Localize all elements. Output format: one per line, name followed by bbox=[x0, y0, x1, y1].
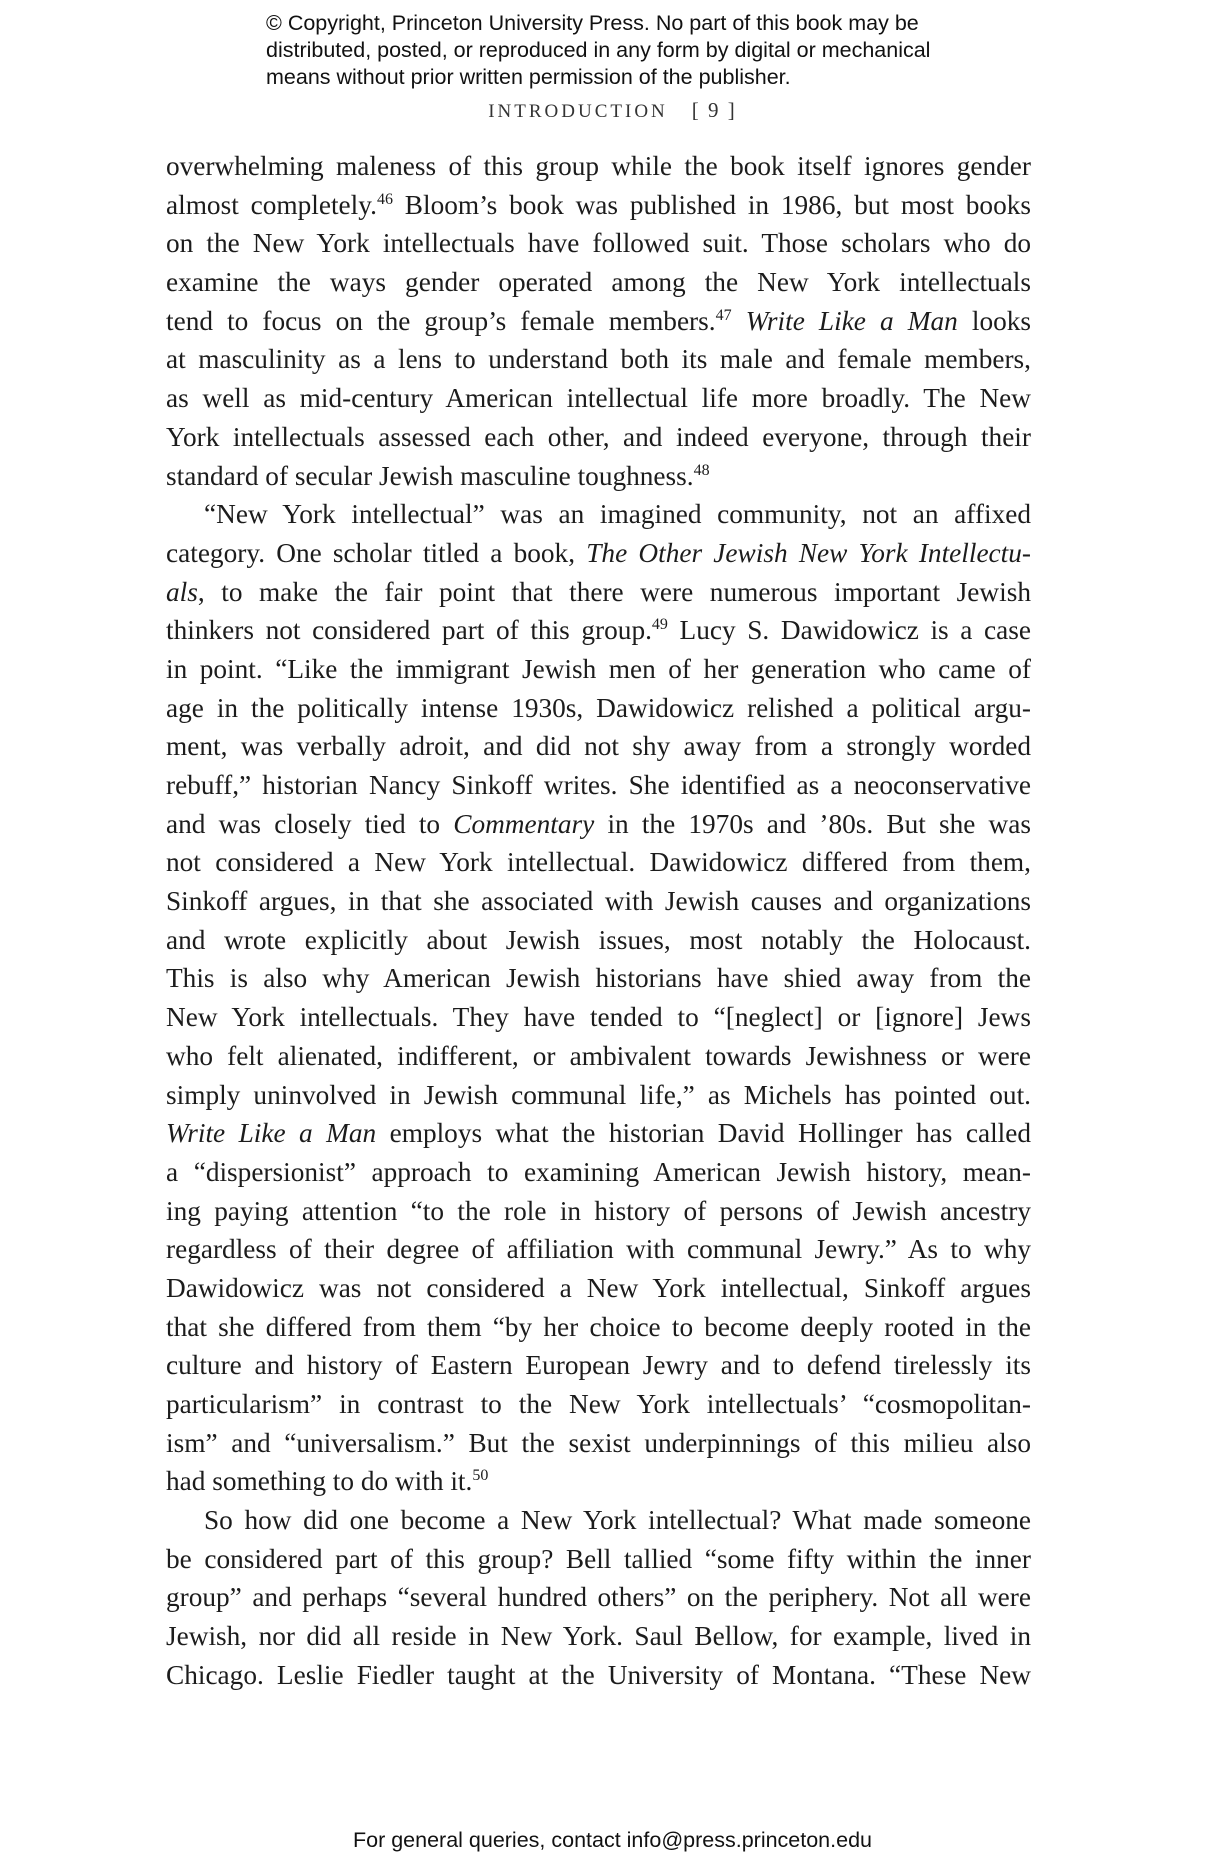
text-line bbox=[166, 1617, 1031, 1656]
text-run: standard of secular Jewish masculine toughness. bbox=[166, 460, 694, 491]
text-run: who felt alienated, indifferent, or ambivalent towards Jewishness or were bbox=[166, 1040, 1031, 1071]
text-line bbox=[166, 418, 1031, 457]
text-run: Dawidowicz was not considered a New York intellectual, Sinkoff argues bbox=[166, 1272, 1031, 1303]
footnote-ref[interactable]: 48 bbox=[693, 461, 710, 479]
text-run: group” and perhaps “several hundred others” on the periphery. Not all were bbox=[166, 1582, 1031, 1613]
text-run: rebuff,” historian Nancy Sinkoff writes. She identified as a neoconservative bbox=[166, 770, 1031, 800]
text-run: thinkers not considered part of this group. bbox=[166, 615, 652, 646]
text-line bbox=[166, 882, 1031, 921]
text-run: So how did one become a New York intellectual? What made someone bbox=[204, 1505, 1031, 1536]
text-line bbox=[166, 1037, 1031, 1076]
footnote-ref[interactable]: 46 bbox=[376, 190, 393, 208]
text-line bbox=[166, 379, 1031, 418]
text-run: Bloom’s book was published in 1986, but most books bbox=[392, 189, 1031, 220]
text-line bbox=[166, 573, 1031, 612]
text-run: on the New York intellectuals have followed suit. Those scholars who do bbox=[166, 228, 1031, 259]
text-line bbox=[166, 1346, 1031, 1385]
text-run: looks bbox=[957, 305, 1032, 336]
copyright-line: means without prior written permission of the publisher. bbox=[266, 65, 791, 89]
italic-title: The Other Jewish New York Intellectu- bbox=[586, 537, 1031, 568]
footnote-ref[interactable]: 49 bbox=[651, 616, 668, 634]
text-line bbox=[166, 147, 1031, 186]
text-run: Jewish, nor did all reside in New York. Saul Bellow, for example, lived in bbox=[166, 1621, 1031, 1652]
text-line bbox=[166, 766, 1031, 805]
text-line bbox=[166, 611, 1031, 650]
text-line bbox=[166, 998, 1031, 1037]
text-run: overwhelming maleness of this group while the book itself ignores gender bbox=[166, 151, 1031, 181]
text-run: be considered part of this group? Bell tallied “some fifty within the inner bbox=[166, 1543, 1031, 1574]
footnote-ref[interactable]: 47 bbox=[715, 306, 732, 324]
text-run: examine the ways gender operated among the New York intellectuals bbox=[166, 267, 1031, 298]
text-line bbox=[166, 1230, 1031, 1269]
text-line bbox=[166, 1501, 1031, 1540]
section-title: INTRODUCTION bbox=[488, 101, 668, 122]
text-line bbox=[166, 959, 1031, 998]
text-run: at masculinity as a lens to understand both its male and female members, bbox=[166, 344, 1031, 375]
text-line bbox=[166, 1308, 1031, 1347]
text-line bbox=[166, 224, 1031, 263]
text-run bbox=[732, 306, 746, 336]
text-line bbox=[166, 302, 1031, 341]
text-line bbox=[166, 1578, 1031, 1617]
text-line bbox=[166, 186, 1031, 225]
text-run: had something to do with it. bbox=[166, 1466, 473, 1497]
text-line bbox=[166, 689, 1031, 728]
text-line bbox=[166, 1114, 1031, 1153]
text-line bbox=[166, 1656, 1031, 1695]
text-run: Sinkoff argues, in that she associated with Jewish causes and organizations bbox=[166, 886, 1031, 917]
text-run: New York intellectuals. They have tended to “[neglect] or [ignore] Jews bbox=[166, 1002, 1031, 1033]
text-run: that she differed from them “by her choice to become deeply rooted in the bbox=[166, 1311, 1031, 1342]
text-line bbox=[166, 457, 1031, 496]
italic-title: Write Like a Man bbox=[166, 1118, 377, 1149]
text-line bbox=[166, 1269, 1031, 1308]
text-line bbox=[166, 805, 1031, 844]
text-line bbox=[166, 1540, 1031, 1579]
text-run: age in the politically intense 1930s, Dawidowicz relished a political argu- bbox=[166, 692, 1031, 723]
copyright-line: distributed, posted, or reproduced in any form by digital or mechanical bbox=[266, 38, 931, 62]
body-text bbox=[166, 147, 1031, 1695]
copyright-notice bbox=[266, 10, 1026, 91]
text-line bbox=[166, 843, 1031, 882]
text-line bbox=[166, 1192, 1031, 1231]
text-line bbox=[166, 1424, 1031, 1463]
text-line bbox=[166, 495, 1031, 534]
text-run: particularism” in contrast to the New York intellectuals’ “cosmopolitan- bbox=[166, 1389, 1031, 1419]
text-run: regardless of their degree of affiliation with communal Jewry.” As to why bbox=[166, 1234, 1031, 1265]
footer-contact: For general queries, contact info@press.princeton.edu bbox=[352, 1828, 872, 1852]
italic-title: als bbox=[166, 576, 198, 607]
text-run: culture and history of Eastern European Jewry and to defend tirelessly its bbox=[166, 1350, 1031, 1381]
text-line bbox=[166, 1153, 1031, 1192]
text-line bbox=[166, 1462, 1031, 1501]
text-run: simply uninvolved in Jewish communal life,” as Michels has pointed out. bbox=[166, 1079, 1031, 1110]
text-line bbox=[166, 727, 1031, 766]
text-line bbox=[166, 1385, 1031, 1424]
text-run: almost completely. bbox=[166, 189, 377, 220]
page-number: [ 9 ] bbox=[691, 98, 737, 122]
text-run: Lucy S. Dawidowicz is a case bbox=[667, 615, 1031, 646]
text-run: in the 1970s and ’80s. But she was bbox=[594, 808, 1031, 839]
text-line bbox=[166, 534, 1031, 573]
text-line bbox=[166, 340, 1031, 379]
text-run: “New York intellectual” was an imagined community, not an affixed bbox=[204, 499, 1031, 530]
italic-title: Write Like a Man bbox=[745, 305, 958, 336]
text-run: not considered a New York intellectual. Dawidowicz differed from them, bbox=[166, 847, 1031, 878]
text-run: a “dispersionist” approach to examining American Jewish history, mean- bbox=[166, 1156, 1031, 1187]
text-run: and was closely tied to bbox=[166, 808, 454, 839]
text-line bbox=[166, 263, 1031, 302]
text-line bbox=[166, 650, 1031, 689]
text-line bbox=[166, 1076, 1031, 1115]
text-run: employs what the historian David Hollinger has called bbox=[376, 1118, 1032, 1149]
italic-title: Commentary bbox=[453, 808, 595, 839]
text-line bbox=[166, 921, 1031, 960]
text-run: category. One scholar titled a book, bbox=[166, 537, 587, 568]
copyright-line: © Copyright, Princeton University Press. No part of this book may be bbox=[266, 11, 919, 35]
text-run: York intellectuals assessed each other, and indeed everyone, through their bbox=[166, 421, 1031, 452]
text-run: Chicago. Leslie Fiedler taught at the University of Montana. “These New bbox=[166, 1659, 1031, 1690]
text-run: This is also why American Jewish historians have shied away from the bbox=[166, 963, 1031, 994]
text-run: in point. “Like the immigrant Jewish men of her generation who came of bbox=[166, 653, 1031, 684]
text-run: tend to focus on the group’s female members. bbox=[166, 305, 716, 336]
running-head bbox=[0, 98, 1225, 123]
text-run: and wrote explicitly about Jewish issues, most notably the Holocaust. bbox=[166, 924, 1031, 955]
footnote-ref[interactable]: 50 bbox=[472, 1467, 489, 1485]
text-run: ment, was verbally adroit, and did not shy away from a strongly worded bbox=[166, 731, 1031, 762]
text-run: ism” and “universalism.” But the sexist underpinnings of this milieu also bbox=[166, 1427, 1031, 1458]
text-run: ing paying attention “to the role in history of persons of Jewish ancestry bbox=[166, 1195, 1031, 1226]
text-run: as well as mid-century American intellectual life more broadly. The New bbox=[166, 383, 1031, 414]
text-run: , to make the fair point that there were numerous important Jewish bbox=[197, 576, 1031, 607]
